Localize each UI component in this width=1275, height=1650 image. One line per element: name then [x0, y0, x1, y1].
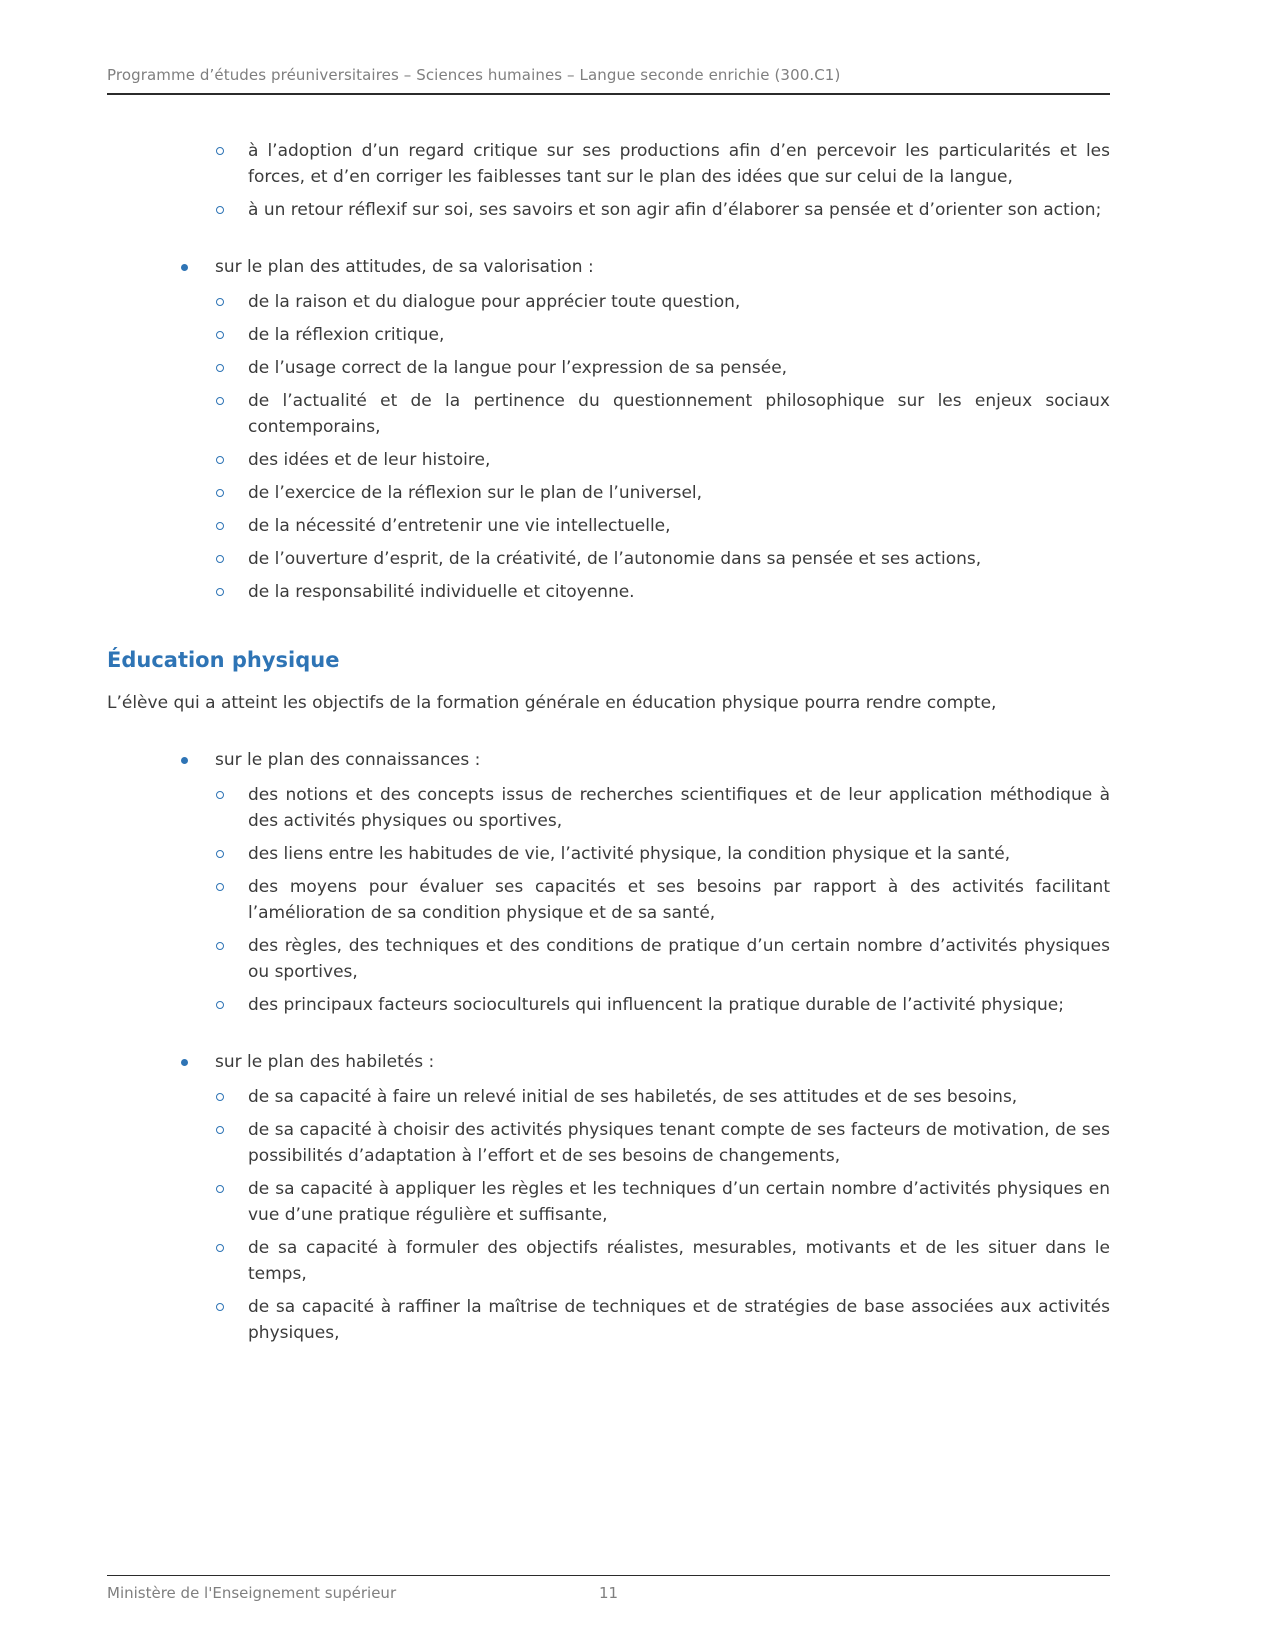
list-item	[215, 1235, 1110, 1287]
circle-bullet-icon	[215, 322, 248, 348]
list-item-text: de sa capacité à appliquer les règles et les techniques d’un certain nombre d’activités physiques en vue d’une pratique régulière et suffisante,	[248, 1179, 1110, 1225]
page-number: 11	[598, 1584, 619, 1602]
circle-bullet-icon	[215, 138, 248, 190]
circle-bullet-icon	[215, 874, 248, 926]
list-item	[215, 388, 1110, 440]
page-footer	[107, 1575, 1110, 1602]
circle-bullet-icon	[215, 1176, 248, 1228]
list-item	[215, 138, 1110, 190]
circle-bullet-icon	[215, 447, 248, 473]
bullet-item-text: sur le plan des habiletés :	[215, 1052, 435, 1072]
page-header	[107, 66, 1110, 95]
list-item	[215, 992, 1110, 1018]
footer-ministry: Ministère de l'Enseignement supérieur	[107, 1584, 397, 1602]
list-item	[215, 322, 1110, 348]
list-item	[215, 289, 1110, 315]
circle-bullet-icon	[215, 480, 248, 506]
disc-bullet-icon	[180, 254, 215, 280]
list-item	[215, 841, 1110, 867]
list-item	[215, 513, 1110, 539]
list-item-text: de l’usage correct de la langue pour l’expression de sa pensée,	[248, 358, 788, 378]
circle-bullet-icon	[215, 933, 248, 985]
list-item-text: de l’exercice de la réflexion sur le plan de l’universel,	[248, 483, 703, 503]
circle-bullet-icon	[215, 992, 248, 1018]
list-item	[215, 197, 1110, 223]
disc-bullet-icon	[180, 1049, 215, 1075]
list-item-text: des idées et de leur histoire,	[248, 450, 491, 470]
list-item	[215, 782, 1110, 834]
list-item-text: des liens entre les habitudes de vie, l’activité physique, la condition physique et la santé,	[248, 844, 1011, 864]
list-item-text: des notions et des concepts issus de recherches scientifiques et de leur application méthodique à des activités physiques ou sportives,	[248, 785, 1110, 831]
disc-bullet-icon	[180, 747, 215, 773]
list-item	[215, 933, 1110, 985]
list-item-text: de sa capacité à faire un relevé initial de ses habiletés, de ses attitudes et de ses besoins,	[248, 1087, 1018, 1107]
list-item	[215, 546, 1110, 572]
list-item-text: de la responsabilité individuelle et citoyenne.	[248, 582, 635, 602]
list-item	[215, 1294, 1110, 1346]
list-item-text: des principaux facteurs socioculturels qui influencent la pratique durable de l’activité physique;	[248, 995, 1064, 1015]
list-item-text: à un retour réflexif sur soi, ses savoirs et son agir afin d’élaborer sa pensée et d’orienter son action;	[248, 200, 1102, 220]
bullet-item-text: sur le plan des attitudes, de sa valorisation :	[215, 257, 594, 277]
list-item	[215, 447, 1110, 473]
list-item-text: de la réflexion critique,	[248, 325, 445, 345]
circle-bullet-icon	[215, 289, 248, 315]
circle-bullet-icon	[215, 1117, 248, 1169]
circle-bullet-icon	[215, 355, 248, 381]
list-item	[215, 1176, 1110, 1228]
circle-bullet-icon	[215, 579, 248, 605]
list-item	[215, 1117, 1110, 1169]
list-item-text: de sa capacité à formuler des objectifs réalistes, mesurables, motivants et de les situer dans le temps,	[248, 1238, 1110, 1284]
list-item-text: de l’actualité et de la pertinence du questionnement philosophique sur les enjeux sociaux contemporains,	[248, 391, 1110, 437]
circle-bullet-icon	[215, 388, 248, 440]
list-item	[215, 874, 1110, 926]
circle-bullet-icon	[215, 513, 248, 539]
list-item	[215, 1084, 1110, 1110]
list-item-text: des règles, des techniques et des conditions de pratique d’un certain nombre d’activités physiques ou sportives,	[248, 936, 1110, 982]
list-item-text: des moyens pour évaluer ses capacités et ses besoins par rapport à des activités facilitant l’amélioration de sa condition physique et de sa santé,	[248, 877, 1110, 923]
circle-bullet-icon	[215, 782, 248, 834]
bullet-item	[180, 1049, 1110, 1075]
page-content	[107, 138, 1110, 1353]
list-item	[215, 579, 1110, 605]
footer-row	[107, 1576, 1110, 1602]
header-title: Programme d’études préuniversitaires – Sciences humaines – Langue seconde enrichie (300.C1)	[107, 66, 841, 84]
list-item	[215, 480, 1110, 506]
circle-bullet-icon	[215, 1294, 248, 1346]
list-item-text: de l’ouverture d’esprit, de la créativité, de l’autonomie dans sa pensée et ses actions,	[248, 549, 982, 569]
header-divider	[107, 93, 1110, 95]
circle-bullet-icon	[215, 841, 248, 867]
list-item-text: de la raison et du dialogue pour apprécier toute question,	[248, 292, 741, 312]
bullet-item	[180, 254, 1110, 280]
list-item	[215, 355, 1110, 381]
list-item-text: à l’adoption d’un regard critique sur ses productions afin d’en percevoir les particularités et les forces, et d’en corriger les faiblesses tant sur le plan des idées que sur celui de la langue,	[248, 141, 1110, 187]
bullet-item	[180, 747, 1110, 773]
section-intro: L’élève qui a atteint les objectifs de la formation générale en éducation physique pourra rendre compte,	[107, 693, 997, 713]
list-item-text: de sa capacité à choisir des activités physiques tenant compte de ses facteurs de motivation, de ses possibilités d’adaptation à l’effort et de ses besoins de changements,	[248, 1120, 1110, 1166]
circle-bullet-icon	[215, 546, 248, 572]
list-item-text: de la nécessité d’entretenir une vie intellectuelle,	[248, 516, 671, 536]
circle-bullet-icon	[215, 1084, 248, 1110]
list-item-text: de sa capacité à raffiner la maîtrise de techniques et de stratégies de base associées aux activités physiques,	[248, 1297, 1110, 1343]
circle-bullet-icon	[215, 1235, 248, 1287]
circle-bullet-icon	[215, 197, 248, 223]
bullet-item-text: sur le plan des connaissances :	[215, 750, 481, 770]
section-heading: Éducation physique	[107, 648, 340, 672]
